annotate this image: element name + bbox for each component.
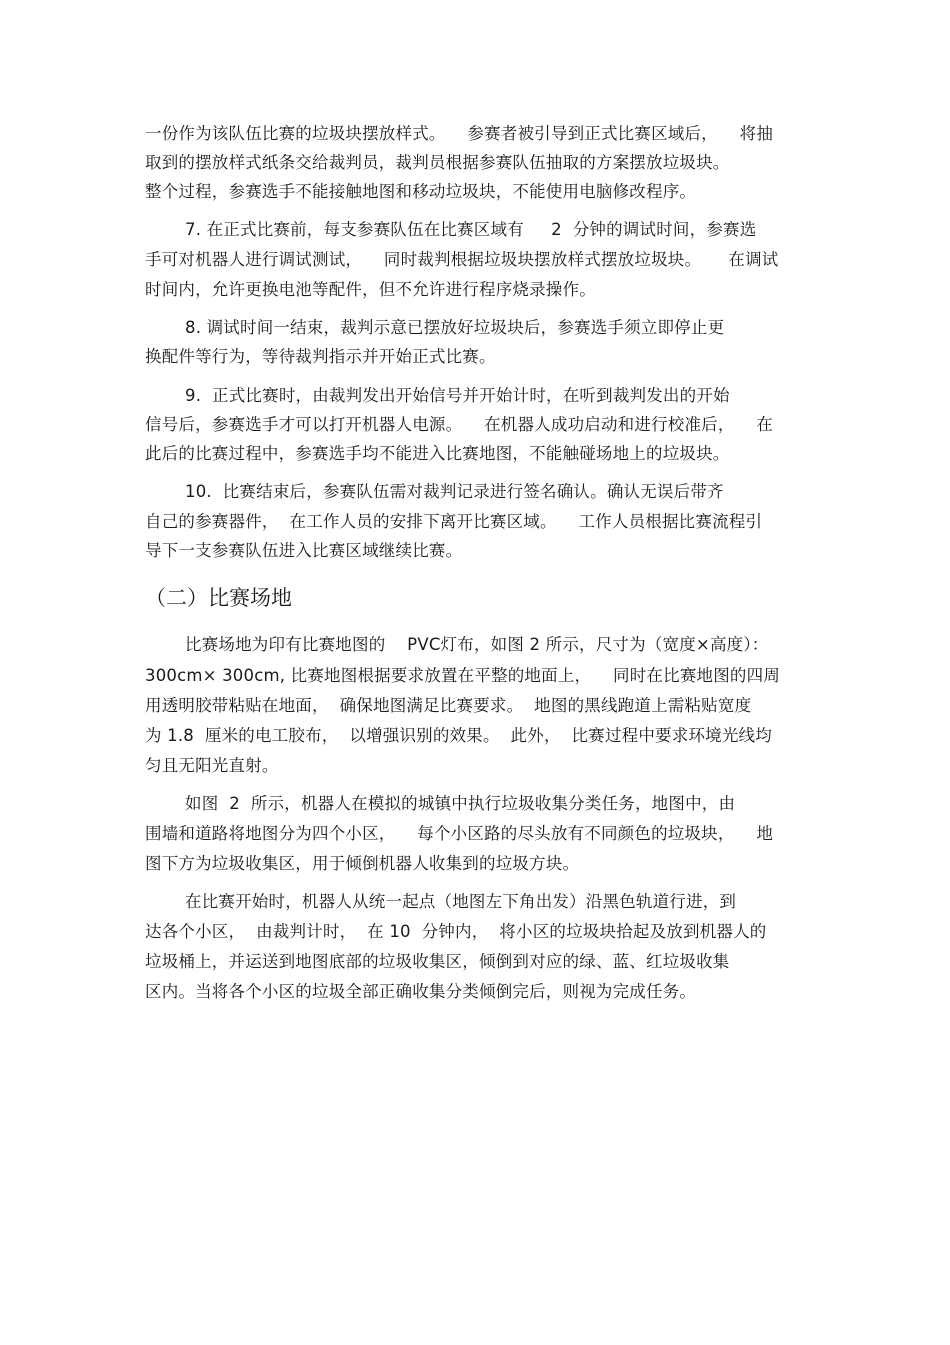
text-line: 300cm× 300cm, 比赛地图根据要求放置在平整的地面上， 同时在比赛地图的四周 <box>145 666 781 685</box>
text-line: 在比赛开始时，机器人从统一起点（地图左下角出发）沿黑色轨道行进，到 <box>185 892 737 911</box>
text-line: 匀且无阳光直射。 <box>145 756 279 775</box>
text-line: 整个过程，参赛选手不能接触地图和移动垃圾块，不能使用电脑修改程序。 <box>145 182 697 201</box>
text-line: 手可对机器人进行调试测试， 同时裁判根据垃圾块摆放样式摆放垃圾块。 在调试 <box>145 250 779 269</box>
text-line: 用透明胶带粘贴在地面， 确保地图满足比赛要求。 地图的黑线跑道上需粘贴宽度 <box>145 696 752 715</box>
text-line: 为 1.8 厘米的电工胶布， 以增强识别的效果。 此外， 比赛过程中要求环境光线均 <box>145 726 772 745</box>
text-line: 8. 调试时间一结束，裁判示意已摆放好垃圾块后，参赛选手须立即停止更 <box>185 318 725 337</box>
text-line: 换配件等行为，等待裁判指示并开始正式比赛。 <box>145 347 496 366</box>
text-line: 10. 比赛结束后，参赛队伍需对裁判记录进行签名确认。确认无误后带齐 <box>185 482 724 501</box>
text-line: 取到的摆放样式纸条交给裁判员，裁判员根据参赛队伍抽取的方案摆放垃圾块。 <box>145 153 730 172</box>
text-line: 自己的参赛器件， 在工作人员的安排下离开比赛区域。 工作人员根据比赛流程引 <box>145 512 763 531</box>
text-line: 如图 2 所示，机器人在模拟的城镇中执行垃圾收集分类任务，地图中，由 <box>185 794 736 813</box>
section-heading: （二）比赛场地 <box>145 586 292 610</box>
text-line: 达各个小区， 由裁判计时， 在 10 分钟内， 将小区的垃圾块拾起及放到机器人的 <box>145 922 767 941</box>
text-line: 一份作为该队伍比赛的垃圾块摆放样式。 参赛者被引导到正式比赛区域后， 将抽 <box>145 124 774 143</box>
text-line: 此后的比赛过程中，参赛选手均不能进入比赛地图，不能触碰场地上的垃圾块。 <box>145 444 730 463</box>
text-line: 比赛场地为印有比赛地图的 PVC灯布，如图 2 所示，尺寸为（宽度×高度）： <box>185 635 769 654</box>
text-line: 信号后，参赛选手才可以打开机器人电源。 在机器人成功启动和进行校准后， 在 <box>145 415 774 434</box>
text-line: 区内。当将各个小区的垃圾全部正确收集分类倾倒完后，则视为完成任务。 <box>145 982 697 1001</box>
text-line: 围墙和道路将地图分为四个小区， 每个小区路的尽头放有不同颜色的垃圾块， 地 <box>145 824 774 843</box>
text-line: 垃圾桶上，并运送到地图底部的垃圾收集区，倾倒到对应的绿、蓝、红垃圾收集 <box>145 952 730 971</box>
text-line: 时间内，允许更换电池等配件，但不允许进行程序烧录操作。 <box>145 280 596 299</box>
text-line: 7. 在正式比赛前，每支参赛队伍在比赛区域有 2 分钟的调试时间，参赛选 <box>185 220 757 239</box>
text-line: 9. 正式比赛时，由裁判发出开始信号并开始计时，在听到裁判发出的开始 <box>185 386 730 405</box>
text-line: 导下一支参赛队伍进入比赛区域继续比赛。 <box>145 541 463 560</box>
text-line: 图下方为垃圾收集区，用于倾倒机器人收集到的垃圾方块。 <box>145 854 580 873</box>
